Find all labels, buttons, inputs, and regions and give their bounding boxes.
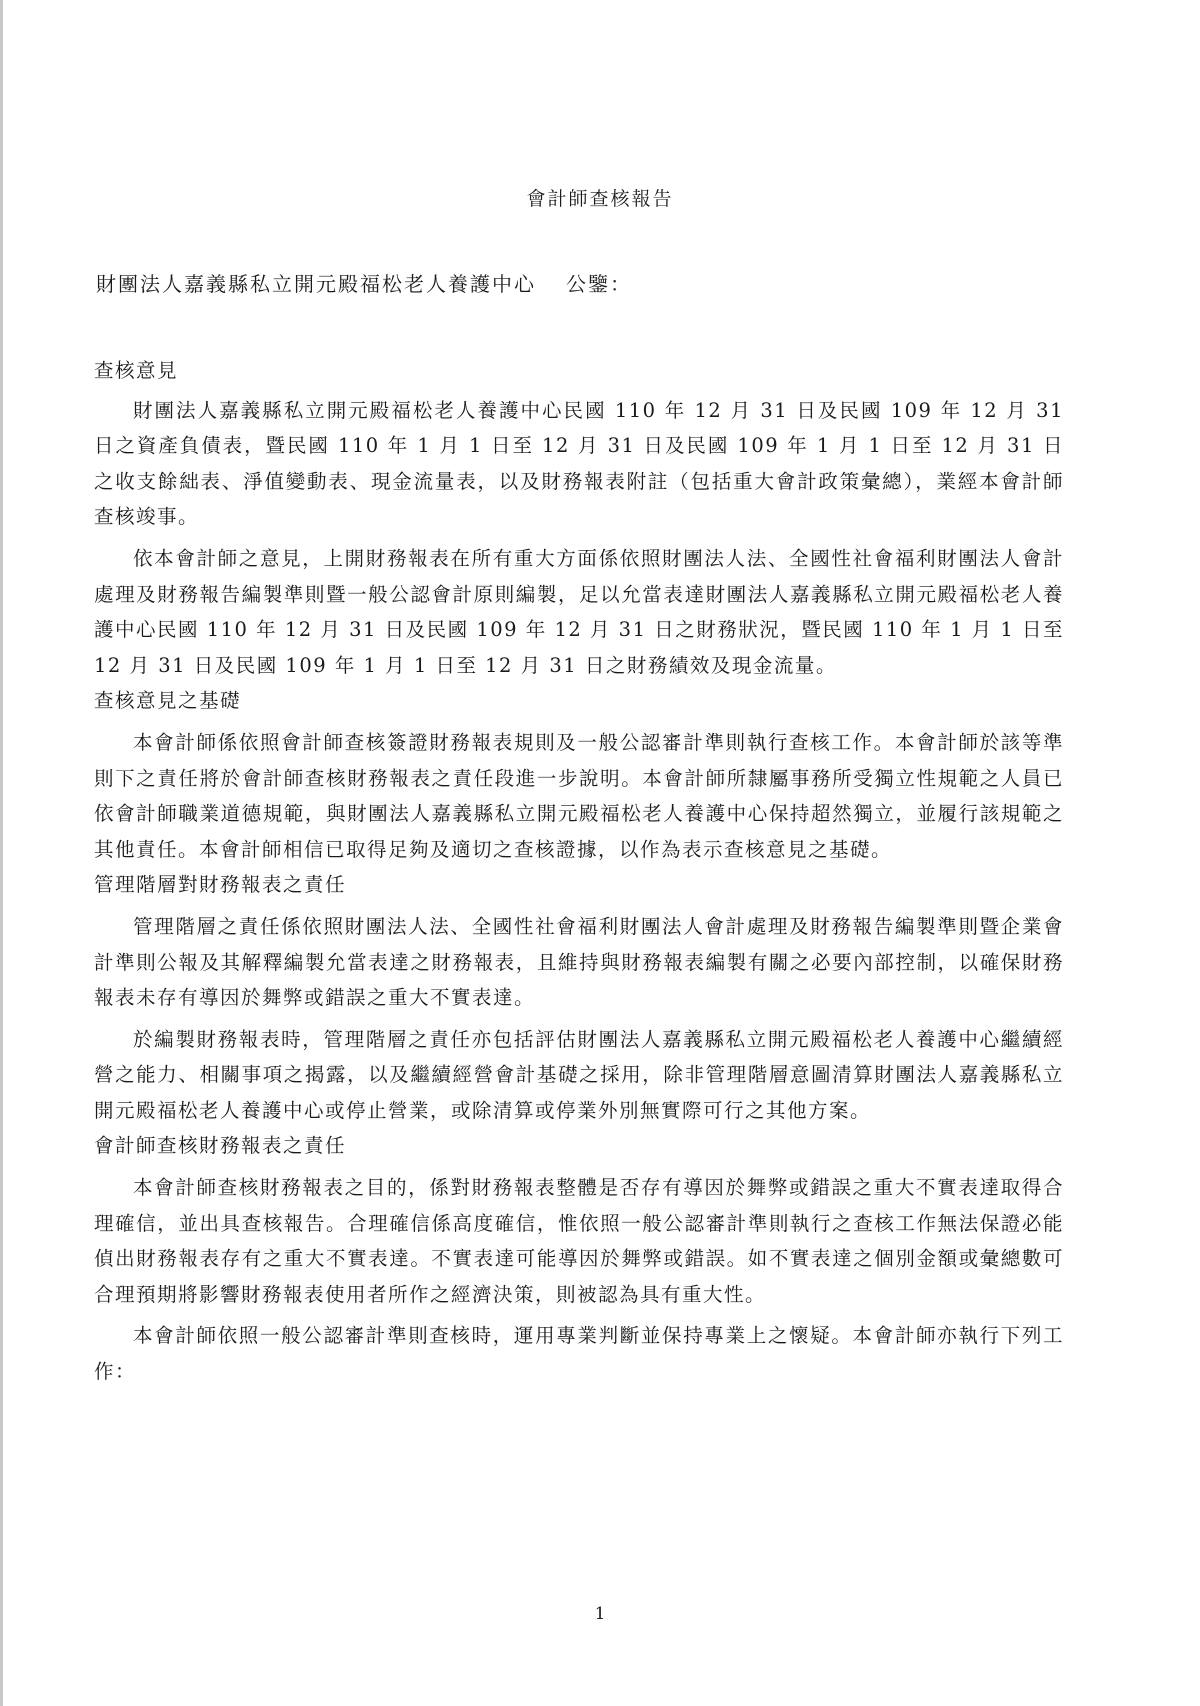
report-body: [94, 353, 1064, 1390]
report-title: 會計師查核報告: [526, 188, 674, 210]
paragraph-management-2: 於編製財務報表時，管理階層之責任亦包括評估財團法人嘉義縣私立開元殿福松老人養護中心繼續經營之能力、相關事項之揭露，以及繼續經營會計基礎之採用，除非管理階層意圖清算財團法人嘉義縣私立開元殿福松老人養護中心或停止營業，或除清算或停業外別無實際可行之其他方案。: [94, 1027, 1064, 1122]
page-number: 1: [594, 1604, 606, 1624]
paragraph-basis-1: 本會計師係依照會計師查核簽證財務報表規則及一般公認審計準則執行查核工作。本會計師於該等準則下之責任將於會計師查核財務報表之責任段進一步說明。本會計師所隸屬事務所受獨立性規範之人員已依會計師職業道德規範，與財團法人嘉義縣私立開元殿福松老人養護中心保持超然獨立，並履行該規範之其他責任。本會計師相信已取得足夠及適切之查核證據，以作為表示查核意見之基礎。: [94, 730, 1064, 861]
section-heading-basis: 查核意見之基礎: [94, 689, 242, 713]
addressee-suffix: 公鑒：: [566, 272, 632, 296]
scan-edge: [0, 0, 3, 1706]
paragraph-opinion-1: 財團法人嘉義縣私立開元殿福松老人養護中心民國 110 年 12 月 31 日及民國 109 年 12 月 31 日之資產負債表，暨民國 110 年 1 月 1 日至 12 月 31 日及民國 109 年 1 月 1 日至 12 月 31 日之收支餘絀表、淨值變動表、現金流量表，以及財務報表附註（包括重大會計政策彙總），業經本會計師查核竣事。: [94, 398, 1064, 529]
addressee-name: 財團法人嘉義縣私立開元殿福松老人養護中心: [96, 272, 536, 296]
paragraph-management-1: 管理階層之責任係依照財團法人法、全國性社會福利財團法人會計處理及財務報告編製準則暨企業會計準則公報及其解釋編製允當表達之財務報表，且維持與財務報表編製有關之必要內部控制，以確保財務報表未存有導因於舞弊或錯誤之重大不實表達。: [94, 914, 1064, 1010]
section-heading-opinion: 查核意見: [94, 359, 179, 382]
paragraph-opinion-2: 依本會計師之意見，上開財務報表在所有重大方面係依照財團法人法、全國性社會福利財團法人會計處理及財務報告編製準則暨一般公認會計原則編製，足以允當表達財團法人嘉義縣私立開元殿福松老人養護中心民國 110 年 12 月 31 日及民國 109 年 12 月 31 日之財務狀況，暨民國 110 年 1 月 1 日至 12 月 31 日及民國 109 年 1 月 1 日至 12 月 31 日之財務績效及現金流量。: [94, 546, 1064, 677]
section-heading-management: 管理階層對財務報表之責任: [94, 873, 347, 897]
addressee-line: [96, 268, 632, 297]
paragraph-auditor-2: 本會計師依照一般公認審計準則查核時，運用專業判斷並保持專業上之懷疑。本會計師亦執行下列工作：: [94, 1324, 1064, 1384]
section-heading-auditor: 會計師查核財務報表之責任: [94, 1134, 347, 1158]
paragraph-auditor-1: 本會計師查核財務報表之目的，係對財務報表整體是否存有導因於舞弊或錯誤之重大不實表達取得合理確信，並出具查核報告。合理確信係高度確信，惟依照一般公認審計準則執行之查核工作無法保證必能偵出財務報表存有之重大不實表達。不實表達可能導因於舞弊或錯誤。如不實表達之個別金額或彙總數可合理預期將影響財務報表使用者所作之經濟決策，則被認為具有重大性。: [94, 1176, 1064, 1306]
